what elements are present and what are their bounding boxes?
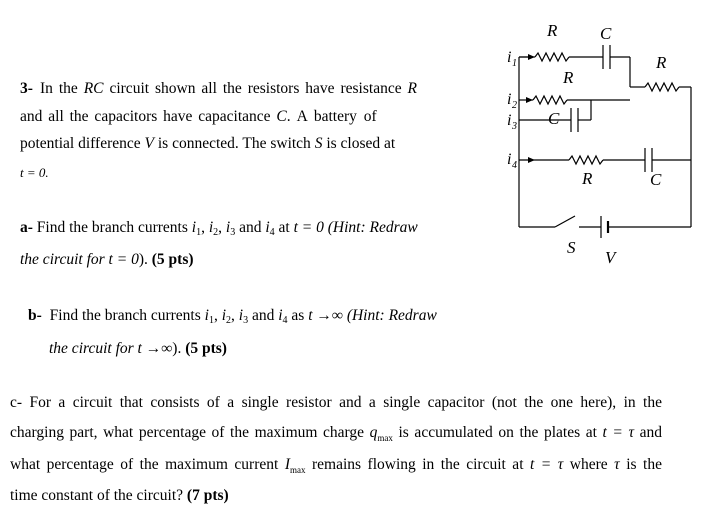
i-symbol: i [265,219,270,236]
i-symbol: i [238,307,244,324]
hint-text: (Hint: Redraw [327,219,418,236]
separator: , [218,219,226,236]
part-c-text: and [634,424,663,441]
label-i3-sub: 3 [512,121,517,132]
points-label: (5 pts) [151,251,194,268]
resistor-r4 [569,156,603,164]
label-c3: C [650,170,662,189]
label-r4: R [582,169,593,188]
part-c-text: where [563,456,615,473]
arrow-i1 [528,54,535,60]
part-a-label: a- [20,219,33,236]
label-r2: R [656,53,667,72]
condition: t = τ [530,456,564,473]
resistor-r2 [645,83,679,91]
label-r1: R [547,21,558,40]
subscript: 1 [196,227,202,238]
label-c2: C [548,109,560,128]
subscript: max [377,433,393,443]
subscript: max [289,465,306,475]
label-i3: i [507,112,512,129]
part-c-text: is the [619,456,662,473]
intro-line-2 [20,108,417,126]
part-b-text: Find the branch currents [49,307,205,324]
intro-text: In the [40,80,84,97]
problem-number: 3- [20,80,33,97]
i-symbol: i [225,219,231,236]
label-c1: C [600,24,612,43]
label-i1-sub: 1 [512,58,517,69]
label-r3: R [563,68,574,87]
q-symbol: q [369,424,378,441]
part-c-text: remains flowing in the circuit at [305,456,530,473]
separator: , [231,307,239,324]
part-b-line-1 [28,307,437,326]
separator: , [213,307,222,324]
subscript: 3 [230,227,236,238]
intro-text: . A battery of [286,108,377,125]
part-c-text: is accumulated on the plates at [392,424,603,441]
i-symbol: i [191,219,197,236]
capacitance-symbol: C [276,108,287,125]
subscript: 4 [282,315,288,326]
part-a-text: Find the branch currents [36,219,192,236]
intro-line-1 [40,80,417,98]
switch-s [555,216,575,227]
hint-text: ). [172,340,186,357]
conjunction: and [248,307,279,324]
subscript: 3 [243,315,249,326]
part-c-text: charging part, what percentage of the maximum charge [10,424,370,441]
voltage-symbol: V [144,135,154,152]
resistor-r1 [535,53,569,61]
separator: , [201,219,209,236]
label-s: S [567,238,576,257]
hint-text: the circuit for [20,251,109,268]
part-c-line-1: c- For a circuit that consists of a single resistor and a single capacitor (not the one here), in the [10,394,662,411]
part-c-line-4 [10,487,229,505]
condition: t = 0 [293,219,324,236]
points-label: (7 pts) [186,487,229,504]
arrow-i2 [526,97,533,103]
rc-symbol: RC [83,80,104,97]
label-v: V [605,248,616,267]
part-b-label: b- [28,307,42,324]
intro-text: circuit shown all the resistors have resistance [103,80,408,97]
part-b-text: as [287,307,309,324]
switch-symbol: S [314,135,323,152]
condition: t →∞ [137,340,173,357]
subscript: 4 [269,227,275,238]
subscript: 2 [213,227,219,238]
label-i4-sub: 4 [512,160,517,171]
i-symbol: i [221,307,227,324]
current-symbol: I [284,456,290,473]
hint-text: ). [138,251,152,268]
condition: t →∞ [308,307,343,324]
subscript: 2 [226,315,232,326]
label-i2-sub: 2 [512,100,517,111]
i-symbol: i [278,307,283,324]
intro-text: is closed at [322,135,396,152]
condition: t = 0 [108,251,139,268]
i-symbol: i [208,219,214,236]
subscript: 1 [208,315,214,326]
intro-text: potential difference [20,135,145,152]
condition: t = τ [602,424,635,441]
part-a-line-1 [20,219,418,238]
label-i2: i [507,91,512,108]
arrow-i4 [528,157,535,163]
intro-line-4: t = 0. [20,165,49,180]
points-label: (5 pts) [185,340,227,357]
part-a-line-2 [20,251,194,269]
part-c-line-3 [10,456,662,475]
resistor-r3 [533,96,567,104]
part-c-text: time constant of the circuit? [10,487,187,504]
intro-text: and all the capacitors have capacitance [20,108,277,125]
rc-circuit-diagram [495,12,705,272]
part-c-text: what percentage of the maximum current [10,456,285,473]
part-c-line-2 [10,424,662,443]
label-i4: i [507,151,512,168]
conjunction: and [235,219,266,236]
hint-text: the circuit for [49,340,138,357]
part-b-line-2 [49,340,227,358]
resistance-symbol: R [407,80,417,97]
part-a-text: at [274,219,294,236]
i-symbol: i [204,307,209,324]
hint-text: (Hint: Redraw [346,307,437,324]
intro-text: is connected. The switch [153,135,315,152]
label-i1: i [507,49,512,66]
tau-symbol: τ [614,456,620,473]
intro-line-3 [20,135,395,153]
